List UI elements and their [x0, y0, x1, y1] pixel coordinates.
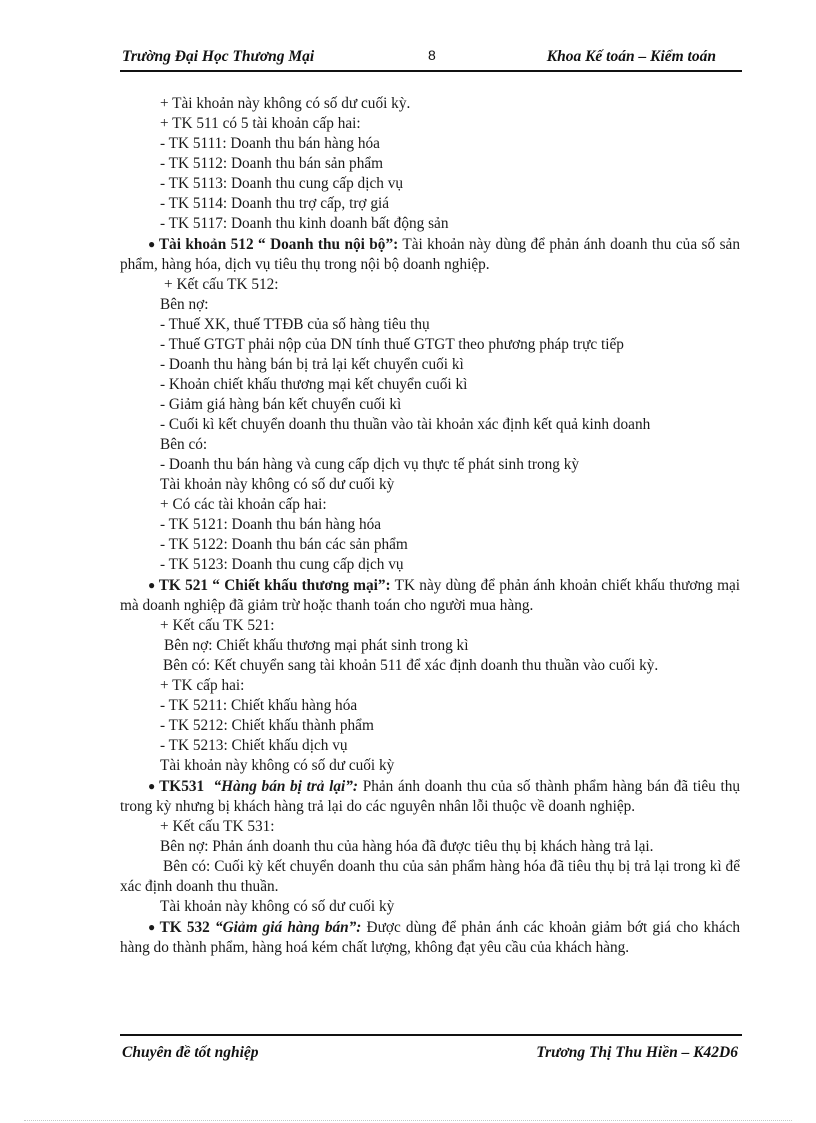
paragraph-heading: Tài khoản 512 “ Doanh thu nội bộ”:: [158, 236, 399, 253]
page-number: 8: [428, 47, 436, 63]
text-line: - TK 5122: Doanh thu bán các sản phẩm: [160, 536, 408, 553]
text-line: + Tài khoản này không có số dư cuối kỳ.: [160, 95, 411, 112]
page-edge-divider: [24, 1120, 792, 1121]
text-line: Bên nợ: Phản ánh doanh thu của hàng hóa đã được tiêu thụ bị khách hàng trả lại.: [160, 838, 654, 855]
text-line: Bên có:: [160, 436, 208, 453]
text-line: + Kết cấu TK 512:: [164, 276, 279, 293]
header-institution: Trường Đại Học Thương Mại: [122, 48, 315, 65]
text-line: - TK 5121: Doanh thu bán hàng hóa: [160, 516, 382, 533]
bullet-icon: ●: [148, 779, 157, 793]
paragraph-text: TK này dùng để phản ánh khoản chiết khấu thương mại mà doanh nghiệp đã giảm trừ hoặc thanh toán cho người mua hàng.: [120, 577, 741, 614]
paragraph-tk512: [120, 234, 740, 275]
text-line: - TK 5213: Chiết khấu dịch vụ: [160, 737, 348, 754]
bullet-icon: ●: [148, 237, 156, 251]
text-line: + Kết cấu TK 521:: [160, 617, 275, 634]
paragraph-title: “Hàng bán bị trả lại”:: [213, 778, 359, 795]
text-line: - Giảm giá hàng bán kết chuyển cuối kì: [160, 396, 402, 413]
text-line: - TK 5113: Doanh thu cung cấp dịch vụ: [160, 175, 404, 192]
paragraph-heading: TK531: [159, 778, 205, 795]
paragraph-heading: TK 532: [159, 919, 210, 936]
text-line: - Thuế XK, thuế TTĐB của số hàng tiêu thụ: [160, 316, 430, 333]
text-line: - Thuế GTGT phải nộp của DN tính thuế GTGT theo phương pháp trực tiếp: [160, 336, 624, 353]
text-line: Bên nợ:: [160, 296, 209, 313]
paragraph-title: “Giảm giá hàng bán”:: [214, 919, 362, 936]
bullet-icon: ●: [148, 920, 157, 934]
text-line: - TK 5111: Doanh thu bán hàng hóa: [160, 135, 380, 152]
paragraph-benco-531: Bên có: Cuối kỳ kết chuyển doanh thu của sản phẩm hàng hóa đã tiêu thụ bị trả lại trong kì để xác định doanh thu thuần.: [120, 858, 740, 895]
text-line: + TK 511 có 5 tài khoản cấp hai:: [160, 115, 361, 132]
text-line: - TK 5117: Doanh thu kinh doanh bất động sản: [160, 215, 449, 232]
text-line: - Doanh thu bán hàng và cung cấp dịch vụ thực tế phát sinh trong kỳ: [160, 456, 580, 473]
text-line: - TK 5123: Doanh thu cung cấp dịch vụ: [160, 556, 404, 573]
paragraph-text: Phản ánh doanh thu của số thành phẩm hàng bán đã tiêu thụ trong kỳ nhưng bị khách hàng trả lại do các nguyên nhân lỗi thuộc về doanh nghiệp.: [120, 778, 740, 815]
document-body: [120, 94, 740, 958]
footer-author: Trương Thị Thu Hiền – K42D6: [536, 1044, 738, 1061]
paragraph-tk532: [120, 917, 740, 958]
text-line: - Doanh thu hàng bán bị trả lại kết chuyển cuối kì: [160, 356, 464, 373]
text-line: - TK 5112: Doanh thu bán sản phẩm: [160, 155, 384, 172]
bullet-icon: ●: [148, 578, 156, 592]
text-line: Bên nợ: Chiết khấu thương mại phát sinh trong kì: [164, 637, 469, 654]
page-footer: [120, 1034, 742, 1066]
footer-document-type: Chuyên đề tốt nghiệp: [122, 1044, 259, 1061]
text-line: Tài khoản này không có số dư cuối kỳ: [160, 757, 395, 774]
text-line: - Cuối kì kết chuyển doanh thu thuần vào tài khoản xác định kết quả kinh doanh: [160, 416, 651, 433]
text-line: - TK 5212: Chiết khấu thành phẩm: [160, 717, 374, 734]
paragraph-text: Tài khoản này dùng để phản ánh doanh thu của số sản phẩm, hàng hóa, dịch vụ tiêu thụ trong nội bộ doanh nghiệp.: [120, 236, 740, 273]
header-department: Khoa Kế toán – Kiểm toán: [546, 48, 716, 65]
paragraph-tk531: [120, 776, 740, 817]
text-line: Tài khoản này không có số dư cuối kỳ: [160, 476, 395, 493]
text-line: - Khoản chiết khấu thương mại kết chuyển cuối kì: [160, 376, 468, 393]
paragraph-tk521: [120, 575, 740, 616]
paragraph-benco-521: Bên có: Kết chuyển sang tài khoản 511 để xác định doanh thu thuần vào cuối kỳ.: [163, 657, 659, 674]
text-line: + Có các tài khoản cấp hai:: [160, 496, 327, 513]
paragraph-text: Được dùng để phản ánh các khoản giảm bớt giá cho khách hàng do thành phẩm, hàng hoá kém chất lượng, không đạt yêu cầu của khách hàng.: [120, 919, 741, 956]
text-line: + TK cấp hai:: [160, 677, 245, 694]
text-line: - TK 5114: Doanh thu trợ cấp, trợ giá: [160, 195, 390, 212]
text-line: + Kết cấu TK 531:: [160, 818, 275, 835]
text-line: - TK 5211: Chiết khấu hàng hóa: [160, 697, 358, 714]
text-line: Tài khoản này không có số dư cuối kỳ: [160, 898, 395, 915]
page-header: [120, 44, 742, 72]
paragraph-heading: TK 521 “ Chiết khấu thương mại”:: [158, 577, 391, 594]
